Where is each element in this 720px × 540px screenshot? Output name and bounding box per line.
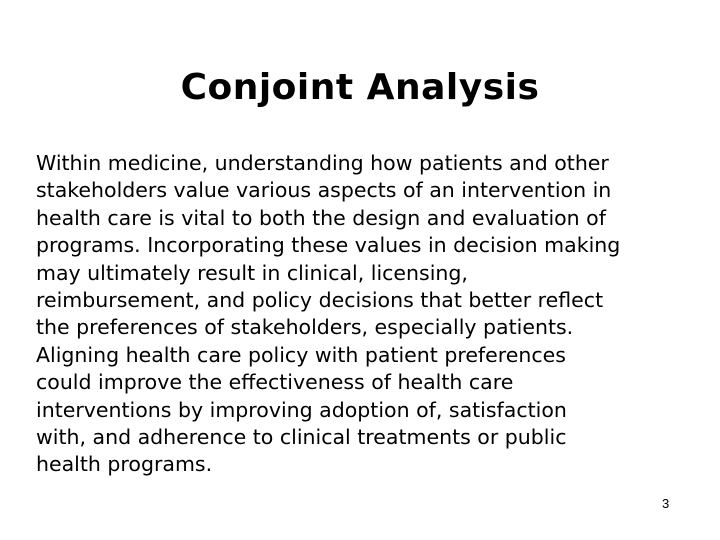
body-line: health care is vital to both the design and evaluation of xyxy=(36,205,606,230)
body-line: the preferences of stakeholders, especially patients. xyxy=(36,315,574,340)
body-line: with, and adherence to clinical treatments or public xyxy=(36,425,567,450)
page-number: 3 xyxy=(662,496,670,511)
body-line: may ultimately result in clinical, licensing, xyxy=(36,260,468,285)
body-line: could improve the effectiveness of health care xyxy=(36,370,514,395)
body-line: interventions by improving adoption of, satisfaction xyxy=(36,397,567,422)
body-line: programs. Incorporating these values in decision making xyxy=(36,233,621,258)
body-line: stakeholders value various aspects of an intervention in xyxy=(36,178,612,203)
body-line: reimbursement, and policy decisions that better reflect xyxy=(36,288,604,313)
body-line: Within medicine, understanding how patients and other xyxy=(36,151,609,175)
slide-body-text xyxy=(36,150,676,479)
body-line: Aligning health care policy with patient preferences xyxy=(36,342,566,367)
slide-title: Conjoint Analysis xyxy=(180,67,540,108)
body-line: health programs. xyxy=(36,452,213,477)
